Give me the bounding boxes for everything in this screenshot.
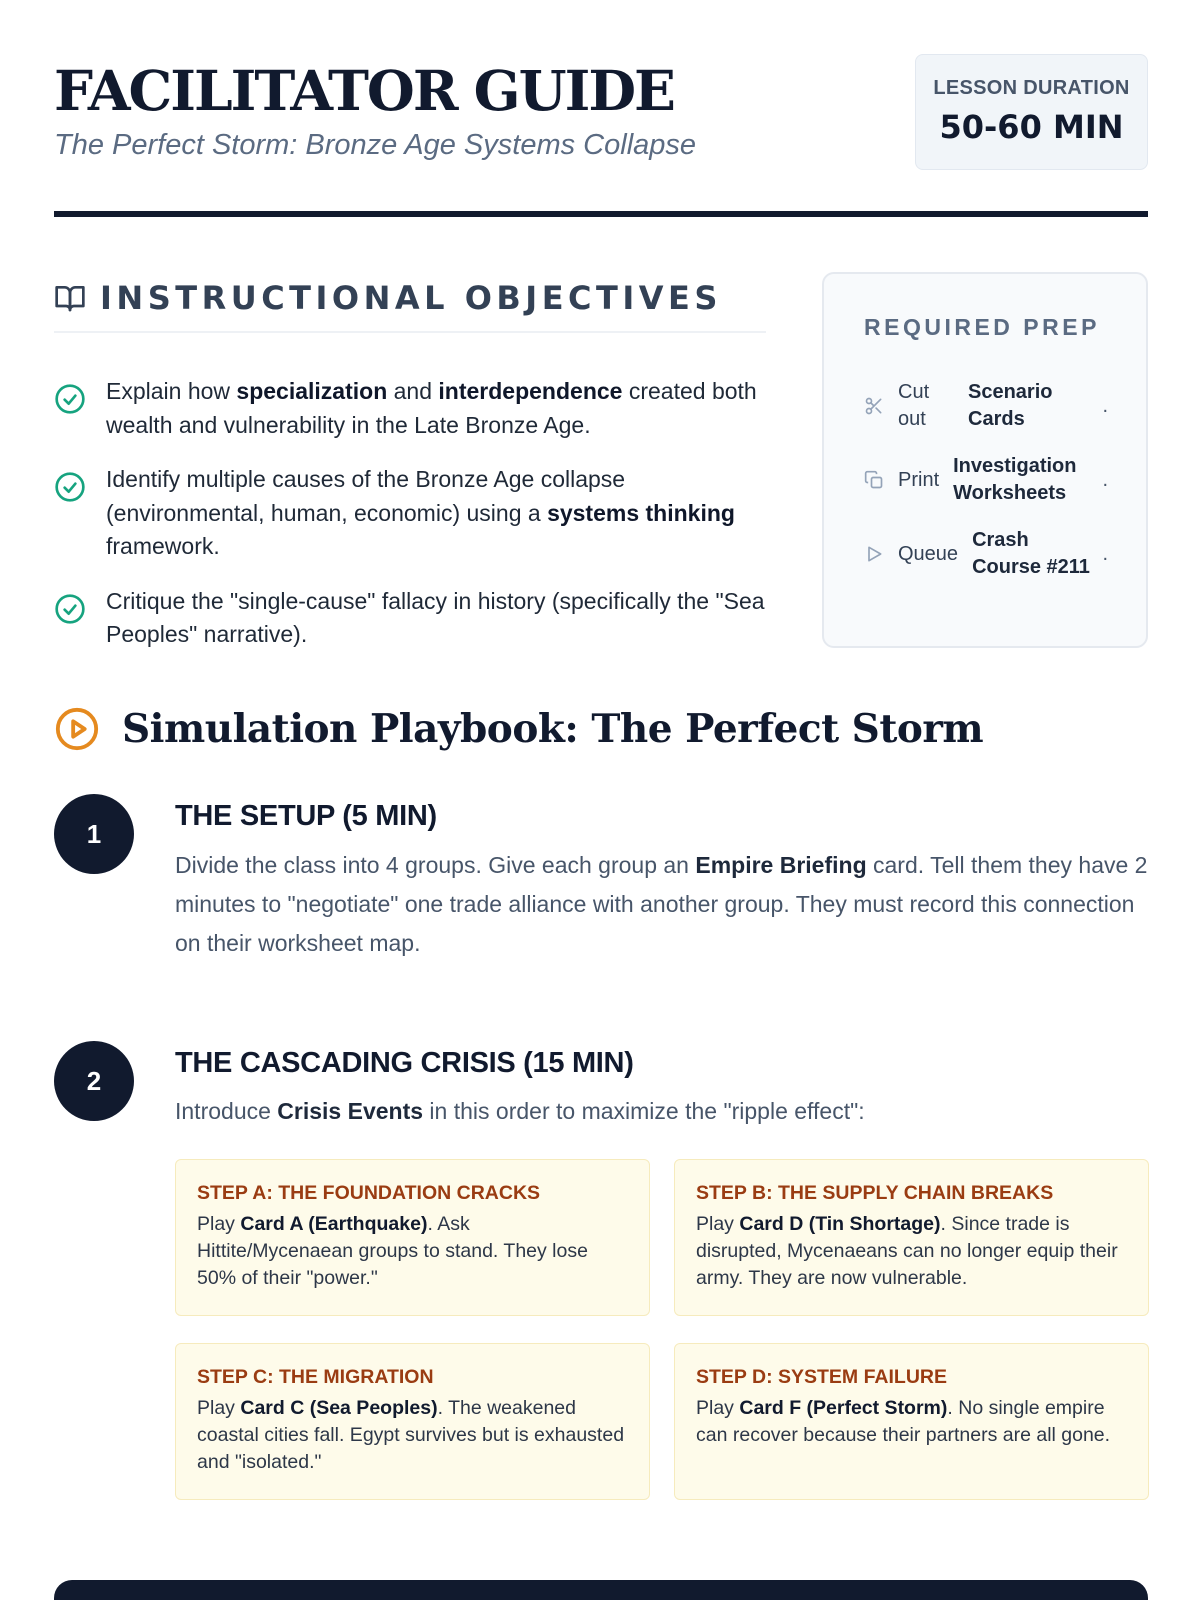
prep-marker: . <box>1102 542 1108 565</box>
play-circle-icon <box>54 706 100 752</box>
prep-item-queue <box>864 517 1146 591</box>
crisis-card-text: Play Card F (Perfect Storm). No single empire can recover because their partners are all gone. <box>696 1397 1111 1446</box>
emphasis-text: Crisis Events <box>277 1098 424 1124</box>
emphasis-text: Card C (Sea Peoples) <box>240 1397 438 1419</box>
objective-item <box>54 463 766 564</box>
crisis-card-label: STEP C: THE MIGRATION <box>197 1366 434 1388</box>
crisis-card-text: Play Card C (Sea Peoples). The weakened coastal cities fall. Egypt survives but is exhausted and "isolated." <box>197 1397 625 1473</box>
check-circle-icon <box>54 593 86 625</box>
step-description: Introduce Crisis Events in this order to maximize the "ripple effect": <box>175 1098 865 1124</box>
step-title: THE SETUP (5 MIN) <box>175 800 437 832</box>
emphasis-text: Card D (Tin Shortage) <box>739 1213 941 1235</box>
objectives-divider <box>54 331 766 333</box>
required-prep-title: REQUIRED PREP <box>864 314 1100 340</box>
copy-icon <box>864 470 884 490</box>
header-divider <box>54 211 1148 217</box>
crisis-card-step-b <box>674 1159 1149 1316</box>
emphasis-text: systems thinking <box>547 499 735 526</box>
objectives-heading <box>54 278 722 318</box>
prep-object: Investigation Worksheets <box>953 455 1077 504</box>
book-open-icon <box>54 282 86 314</box>
playbook-title: Simulation Playbook: The Perfect Storm <box>122 706 984 752</box>
prep-item-cut <box>864 369 1146 443</box>
crisis-card-label: STEP A: THE FOUNDATION CRACKS <box>197 1182 541 1204</box>
step-number-badge: 2 <box>54 1041 134 1121</box>
prep-object: Scenario Cards <box>968 381 1053 430</box>
emphasis-text: Empire Briefing <box>695 852 867 878</box>
page-subtitle: The Perfect Storm: Bronze Age Systems Collapse <box>54 129 697 161</box>
check-circle-icon <box>54 471 86 503</box>
prep-item-print <box>864 443 1146 517</box>
emphasis-text: interdependence <box>438 378 623 404</box>
prep-verb: Queue <box>898 542 959 565</box>
objective-item <box>54 585 766 652</box>
crisis-card-label: STEP B: THE SUPPLY CHAIN BREAKS <box>696 1182 1054 1204</box>
prep-marker: . <box>1102 468 1108 491</box>
step-description: Divide the class into 4 groups. Give each group an Empire Briefing card. Tell them they have 2 minutes to "negotiate" one trade alliance with another group. They must record this connection on their worksheet map. <box>175 852 1148 956</box>
emphasis-text: specialization <box>236 378 388 404</box>
lesson-duration-badge <box>915 54 1148 170</box>
objective-text: Critique the "single-cause" fallacy in history (specifically the "Sea Peoples" narrative). <box>106 587 765 647</box>
lesson-duration-value: 50-60 MIN <box>939 108 1124 146</box>
emphasis-text: Card A (Earthquake) <box>240 1213 428 1235</box>
scissors-icon <box>864 396 884 416</box>
crisis-card-step-c <box>175 1343 650 1500</box>
emphasis-text: Card F (Perfect Storm) <box>739 1397 948 1419</box>
check-circle-icon <box>54 383 86 415</box>
footer-panel <box>54 1580 1148 1600</box>
step-title: THE CASCADING CRISIS (15 MIN) <box>175 1047 634 1079</box>
crisis-card-step-d <box>674 1343 1149 1500</box>
objectives-heading-text: INSTRUCTIONAL OBJECTIVES <box>100 279 722 317</box>
objectives-list <box>54 375 766 673</box>
crisis-card-text: Play Card A (Earthquake). Ask Hittite/Mycenaean groups to stand. They lose 50% of their "power." <box>197 1213 588 1289</box>
crisis-card-text: Play Card D (Tin Shortage). Since trade is disrupted, Mycenaeans can no longer equip their army. They are now vulnerable. <box>696 1213 1118 1289</box>
lesson-duration-label: LESSON DURATION <box>933 77 1130 99</box>
page-title: FACILITATOR GUIDE <box>54 58 674 123</box>
objective-text: Explain how specialization and interdependence created both wealth and vulnerability in the Late Bronze Age. <box>106 378 757 438</box>
prep-verb: Print <box>898 468 940 491</box>
crisis-card-label: STEP D: SYSTEM FAILURE <box>696 1366 948 1388</box>
step-number-badge: 1 <box>54 794 134 874</box>
crisis-card-step-a <box>175 1159 650 1316</box>
prep-marker: . <box>1102 394 1108 417</box>
play-icon <box>864 544 884 564</box>
objective-item <box>54 375 766 442</box>
prep-verb: Cut out <box>898 381 930 430</box>
objective-text: Identify multiple causes of the Bronze Age collapse (environmental, human, economic) using a systems thinking framework. <box>106 466 735 559</box>
playbook-heading <box>54 706 983 752</box>
prep-object: Crash Course #211 <box>972 529 1090 578</box>
required-prep-card <box>822 272 1148 648</box>
